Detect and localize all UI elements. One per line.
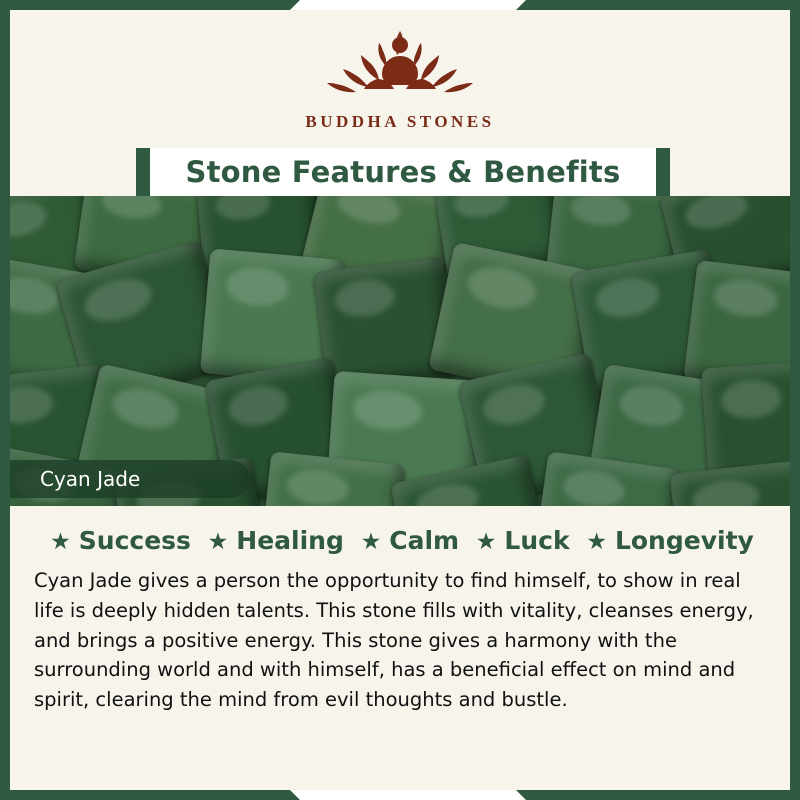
page-title: Stone Features & Benefits xyxy=(185,155,621,189)
benefit-item-healing: Healing xyxy=(236,526,344,555)
benefit-item-luck: Luck xyxy=(504,526,570,555)
section-title-band xyxy=(150,148,656,196)
star-icon: ★ xyxy=(475,529,497,555)
star-icon: ★ xyxy=(360,529,382,555)
benefit-item-calm: Calm xyxy=(389,526,460,555)
benefit-item-success: Success xyxy=(78,526,191,555)
brand-name: BUDDHA STONES xyxy=(305,112,495,131)
star-icon: ★ xyxy=(50,529,71,555)
star-icon: ★ xyxy=(207,529,229,555)
content-panel xyxy=(10,10,790,790)
description-paragraph: Cyan Jade gives a person the opportunity to find himself, to show in real life is deeply hidden talents. This stone fills with vitality, cleanses energy, and brings a positive energy. This stone gives a harmony with the surrounding world and with himself, has a beneficial effect on mind and spirit, clearing the mind from evil thoughts and bustle. xyxy=(34,569,754,712)
star-icon: ★ xyxy=(586,529,607,555)
benefits-row xyxy=(10,526,790,555)
title-bar-right xyxy=(656,148,670,196)
lotus-meditation-icon xyxy=(10,22,790,110)
stone-name-text: Cyan Jade xyxy=(40,467,141,491)
brand-block xyxy=(10,22,790,132)
title-bar-left xyxy=(136,148,150,196)
stone-name-label xyxy=(10,460,250,498)
benefit-item-longevity: Longevity xyxy=(614,526,754,555)
hero-image xyxy=(10,196,790,506)
